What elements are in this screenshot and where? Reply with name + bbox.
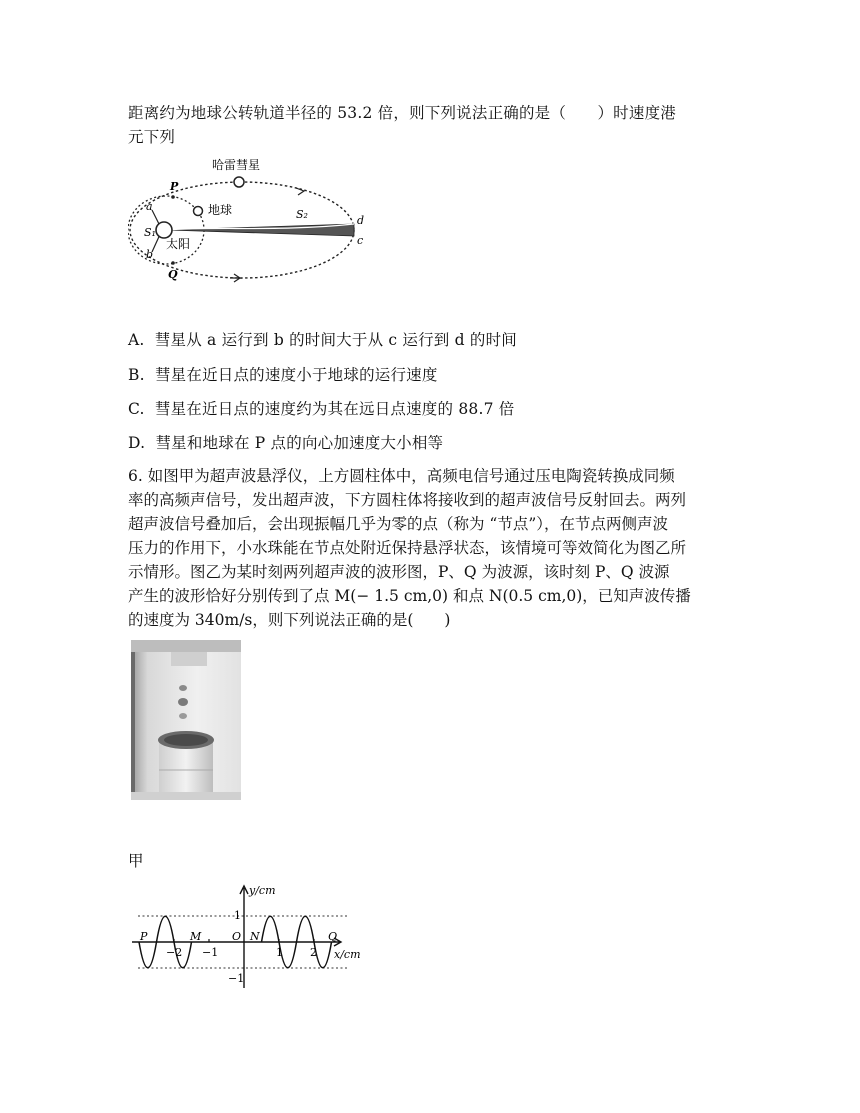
tick-x-1: 1	[276, 946, 283, 959]
sun	[156, 222, 172, 238]
label-q: Q	[168, 268, 178, 281]
comet-orbit-diagram	[128, 152, 364, 286]
intro-line-1: 距离约为地球公转轨道半径的 53.2 倍，则下列说法正确的是（ ）时速度港	[128, 104, 676, 122]
label-d: d	[357, 214, 364, 227]
earth-label: 地球	[208, 203, 233, 217]
sun-label: 太阳	[166, 237, 191, 251]
q6-line: 示情形。图乙为某时刻两列超声波的波形图，P、Q 为波源，该时刻 P、Q 波源	[128, 563, 670, 581]
option-a: A. 彗星从 a 运行到 b 的时间大于从 c 运行到 d 的时间	[128, 331, 517, 349]
q6-line: 的速度为 340m/s，则下列说法正确的是( )	[128, 611, 451, 629]
q6-line: 率的高频声信号，发出超声波，下方圆柱体将接收到的超声波信号反射回去。两列	[128, 491, 687, 509]
q6-line: 压力的作用下，小水珠能在节点处附近保持悬浮状态，该情境可等效简化为图乙所	[128, 539, 687, 557]
wave-graph	[128, 880, 368, 992]
option-d: D. 彗星和地球在 P 点的向心加速度大小相等	[128, 434, 444, 452]
option-c: C. 彗星在近日点的速度约为其在远日点速度的 88.7 倍	[128, 400, 515, 418]
earth	[194, 207, 203, 216]
label-s2: S₂	[296, 208, 308, 221]
tick-x-neg2: −2	[166, 946, 183, 959]
option-b: B. 彗星在近日点的速度小于地球的运行速度	[128, 366, 438, 384]
x-axis-label: x/cm	[334, 948, 361, 961]
label-q: Q	[328, 930, 338, 943]
label-a: a	[146, 200, 153, 213]
label-m: M	[190, 930, 202, 943]
tick-x-neg1: −1	[202, 946, 219, 959]
q6-line: 超声波信号叠加后，会出现振幅几乎为零的点（称为 “节点”），在节点两侧声波	[128, 515, 669, 533]
q6-line: 6. 如图甲为超声波悬浮仪，上方圆柱体中，高频电信号通过压电陶瓷转换成同频	[128, 467, 675, 485]
q6-line: 产生的波形恰好分别传到了点 M(− 1.5 cm,0) 和点 N(0.5 cm,0)，已知声波传播	[128, 587, 691, 605]
tick-y-neg1: −1	[228, 972, 245, 985]
question-6	[128, 464, 728, 632]
y-axis-label: y/cm	[249, 884, 276, 897]
tick-y-1: 1	[234, 909, 241, 922]
label-c: c	[357, 234, 364, 247]
origin-label: O	[232, 930, 242, 943]
tick-x-2: 2	[310, 946, 317, 959]
label-p: P	[140, 930, 148, 943]
figure-jia-label: 甲	[128, 852, 144, 870]
label-p: P	[170, 180, 179, 193]
label-b: b	[146, 248, 154, 261]
intro-line-2: 元下列	[128, 128, 176, 146]
comet-label: 哈雷彗星	[212, 158, 261, 172]
label-n: N	[250, 930, 260, 943]
label-s1: S₁	[144, 226, 156, 239]
comet	[234, 177, 244, 187]
levitator-photo	[131, 640, 241, 800]
